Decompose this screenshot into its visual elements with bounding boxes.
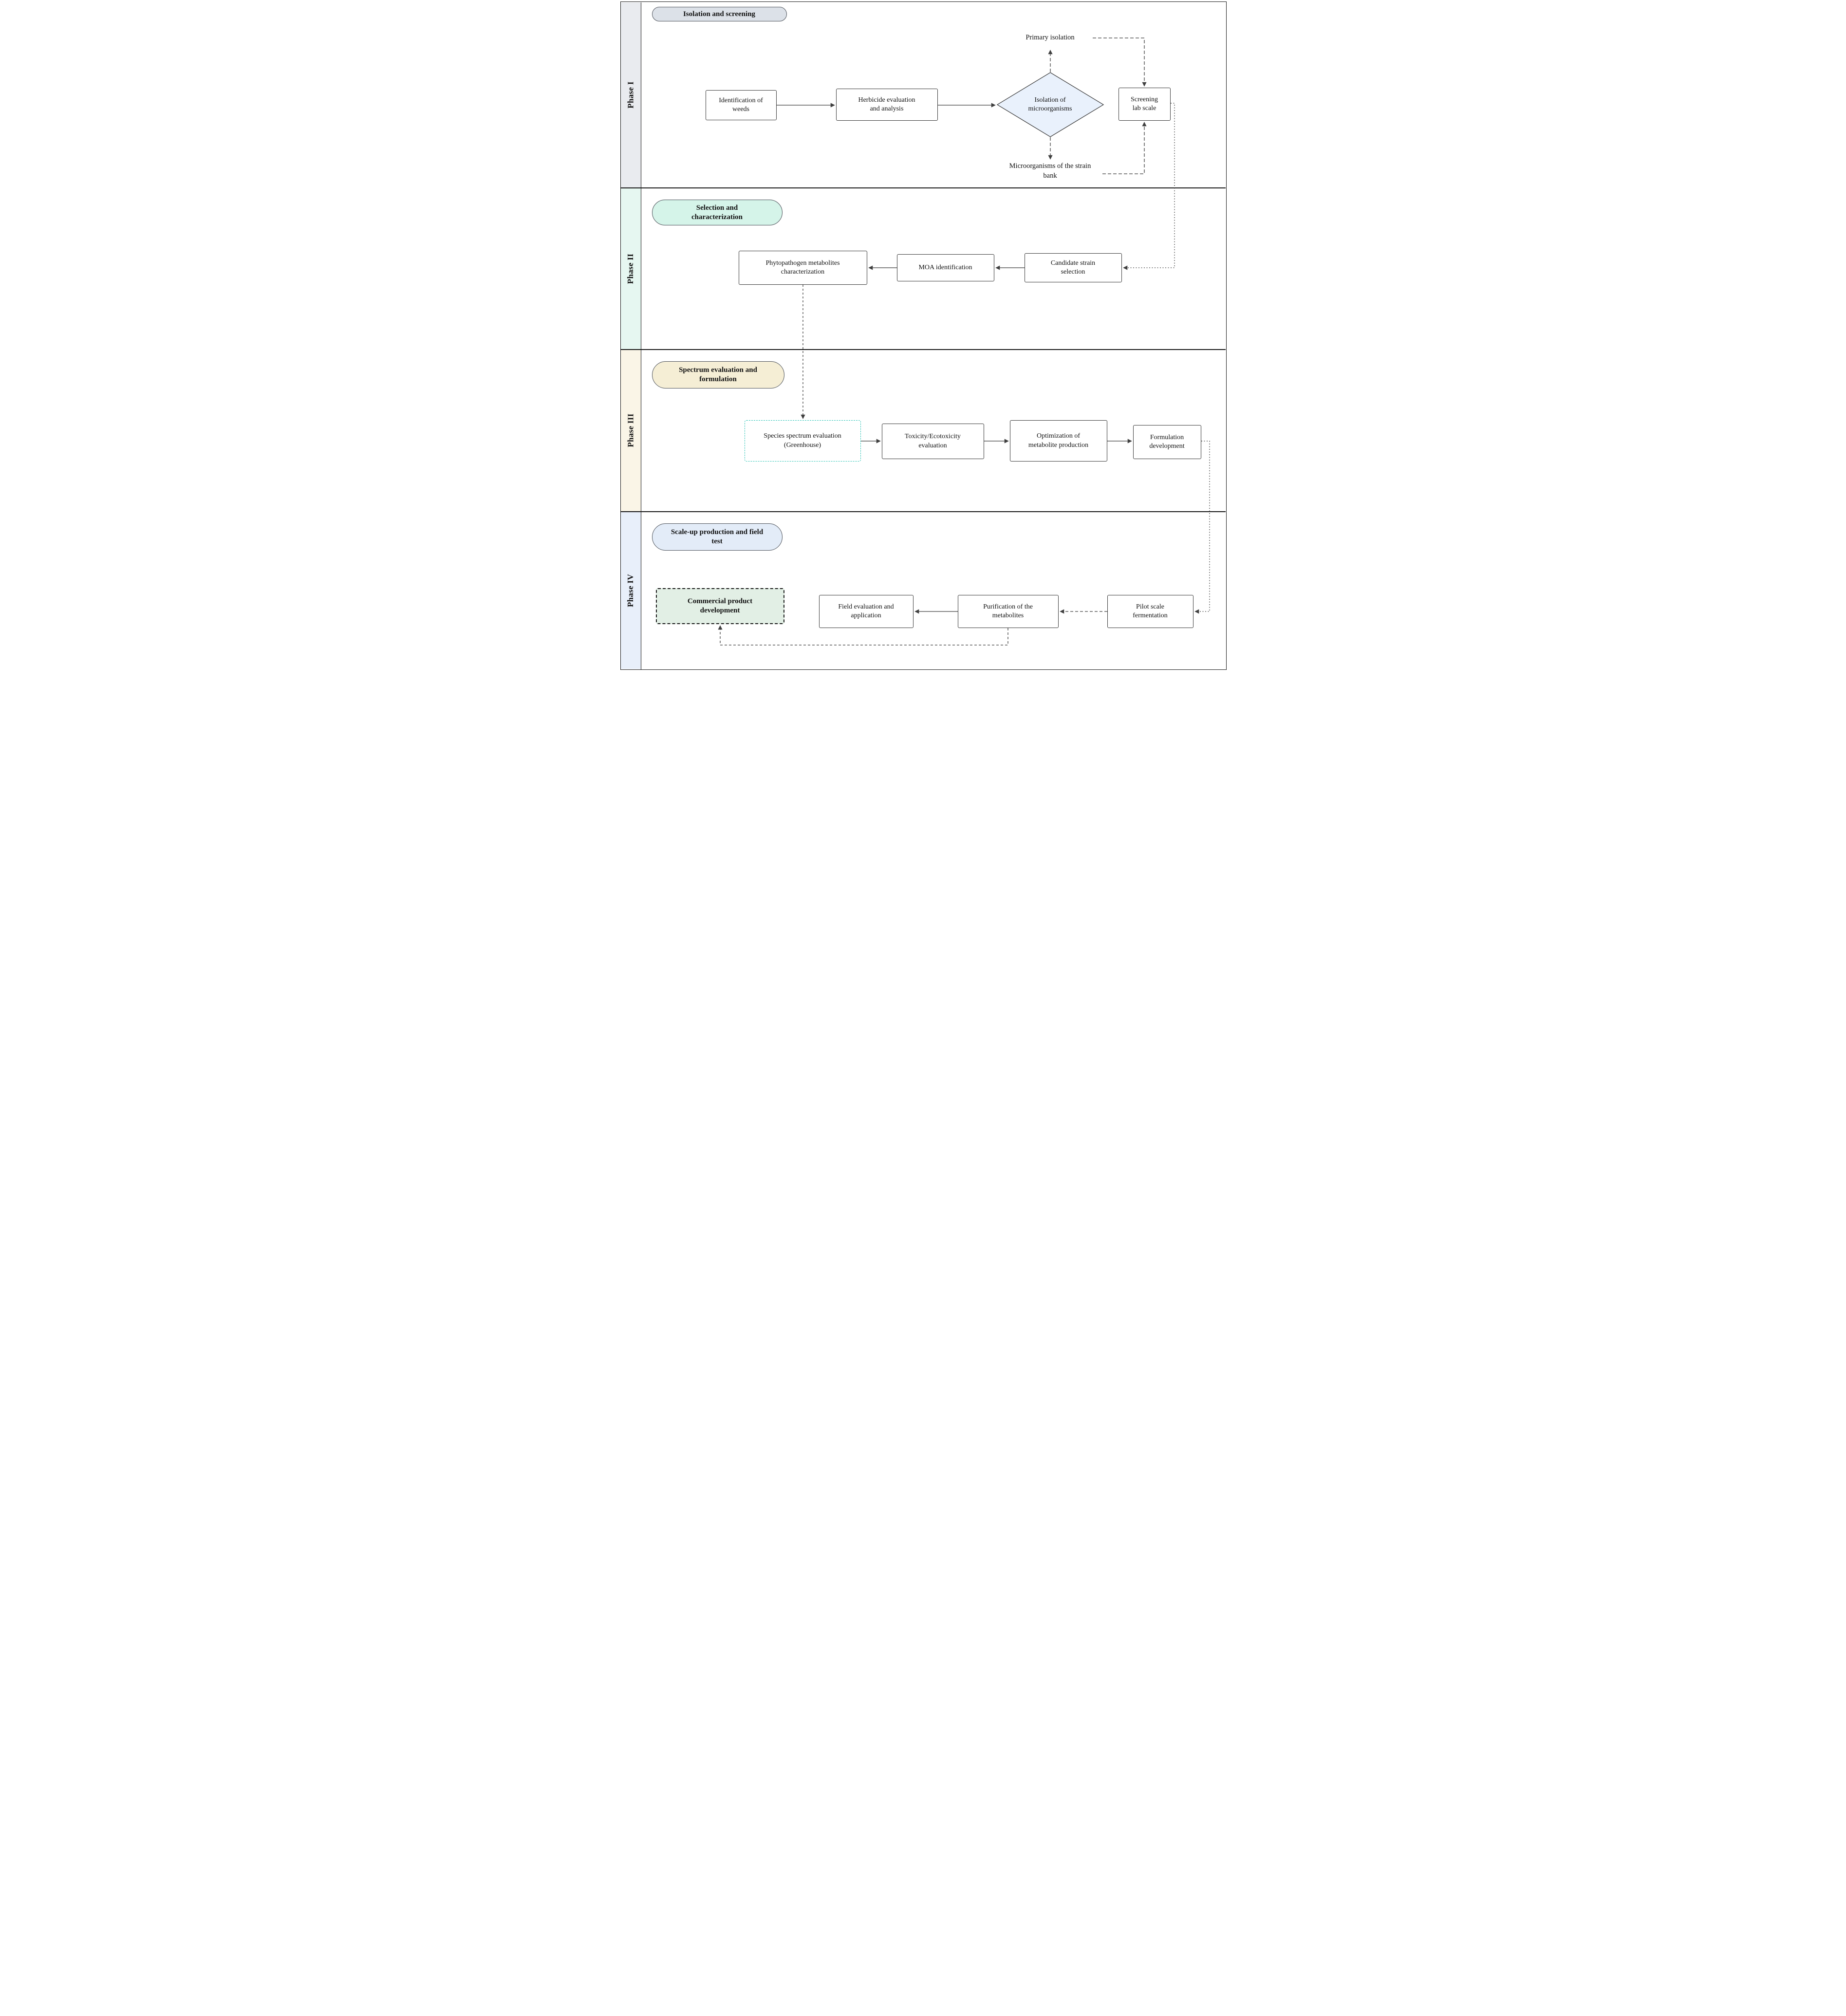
sidebar-divider <box>641 2 642 669</box>
node-purification-of-metabolites: Purification of the metabolites <box>958 595 1059 628</box>
phase-band-2 <box>621 188 641 349</box>
node-phytopathogen-metabolites: Phytopathogen metabolites characterization <box>739 251 867 285</box>
label-strain-bank: Microorganisms of the strain bank <box>1009 162 1091 180</box>
phase-divider-1 <box>621 187 1226 188</box>
node-identification-of-weeds: Identification of weeds <box>706 90 777 120</box>
phase-band-1 <box>621 2 641 187</box>
phase-band-4 <box>621 512 641 669</box>
phase-band-3 <box>621 350 641 511</box>
phase-3-header-label: Spectrum evaluation and formulation <box>679 366 757 383</box>
node-field-evaluation: Field evaluation and application <box>819 595 914 628</box>
node-herbicide-evaluation: Herbicide evaluation and analysis <box>836 89 938 121</box>
node-isolation-of-microorganisms: Isolation of microorganisms <box>997 72 1104 137</box>
node-formulation-development: Formulation development <box>1133 425 1201 459</box>
phase-divider-2 <box>621 349 1226 350</box>
phase-1-label: Phase I <box>626 81 635 109</box>
phase-1-header <box>652 7 787 21</box>
node-moa-identification: MOA identification <box>897 254 994 281</box>
node-candidate-strain-selection: Candidate strain selection <box>1025 253 1122 282</box>
phase-3-label: Phase III <box>626 413 635 447</box>
node-toxicity-evaluation: Toxicity/Ecotoxicity evaluation <box>882 424 984 459</box>
node-screening-lab-scale: Screening lab scale <box>1119 88 1171 121</box>
phase-4-header-label: Scale-up production and field test <box>671 528 764 545</box>
node-optimization-metabolite-production: Optimization of metabolite production <box>1010 420 1107 462</box>
phase-2-label: Phase II <box>626 253 635 284</box>
phase-4-label: Phase IV <box>626 573 635 607</box>
flowchart-canvas <box>615 0 1231 672</box>
node-pilot-scale-fermentation: Pilot scale fermentation <box>1107 595 1193 628</box>
phase-4-header <box>652 523 783 551</box>
phase-1-header-label: Isolation and screening <box>683 10 756 18</box>
phase-2-header <box>652 200 783 225</box>
node-commercial-product-development: Commercial product development <box>656 588 784 624</box>
node-species-spectrum-evaluation: Species spectrum evaluation (Greenhouse) <box>745 420 861 462</box>
phase-divider-3 <box>621 511 1226 512</box>
phase-2-header-label: Selection and characterization <box>691 203 743 221</box>
label-primary-isolation: Primary isolation <box>1026 34 1075 42</box>
phase-3-header <box>652 361 784 388</box>
